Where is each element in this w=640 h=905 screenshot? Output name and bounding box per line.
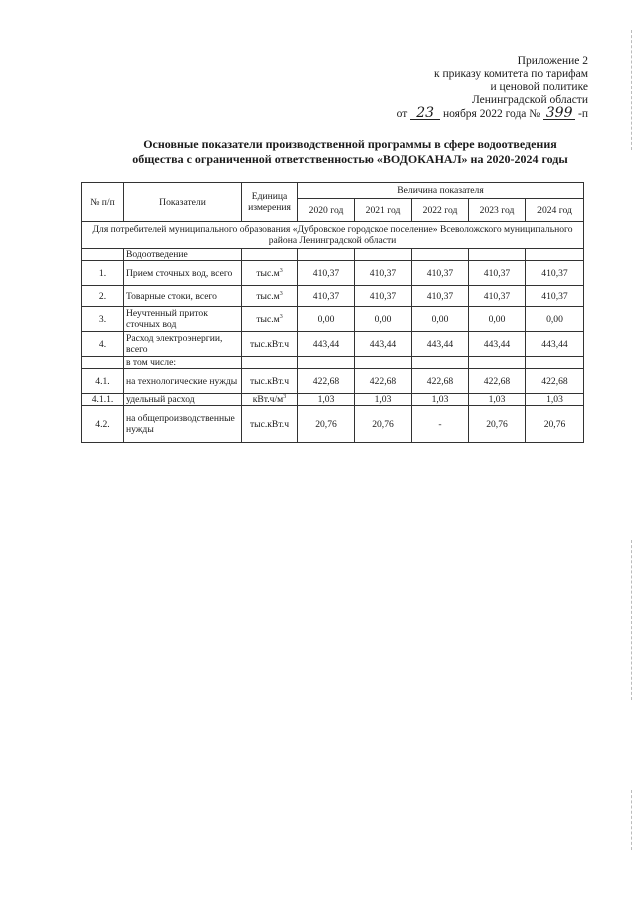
- row-name: Расход электроэнергии, всего: [124, 332, 242, 357]
- row-value: 0,00: [526, 307, 584, 332]
- header-year: 2024 год: [526, 199, 584, 222]
- row-num: 2.: [82, 286, 124, 307]
- region-cell: Для потребителей муниципального образования «Дубровское городское поселение» Всеволожского муниципального района Ленинградской области: [82, 222, 584, 249]
- header-value-group: Величина показателя: [298, 183, 584, 199]
- row-num: 3.: [82, 307, 124, 332]
- row-value: 422,68: [469, 369, 526, 394]
- header-num: № п/п: [82, 183, 124, 222]
- row-value: 410,37: [469, 261, 526, 286]
- row-unit: тыс.кВт.ч: [242, 332, 298, 357]
- row-value: 422,68: [526, 369, 584, 394]
- row-value: 422,68: [355, 369, 412, 394]
- row-unit: $кВт.ч/м^3$: [242, 394, 298, 406]
- row-name: Прием сточных вод, всего: [124, 261, 242, 286]
- row-value: 1,03: [412, 394, 469, 406]
- appendix-block: [328, 55, 588, 121]
- row-unit: $тыс.м^3$: [242, 286, 298, 307]
- row-unit: $тыс.м^3$: [242, 307, 298, 332]
- document-title: [80, 137, 620, 167]
- table-row: [82, 307, 584, 332]
- row-value: 0,00: [298, 307, 355, 332]
- row-name: Товарные стоки, всего: [124, 286, 242, 307]
- handwritten-number: 399: [543, 107, 575, 120]
- appendix-line-3: и ценовой политике: [490, 81, 588, 93]
- row-value: 20,76: [526, 406, 584, 443]
- row-value: 422,68: [412, 369, 469, 394]
- header-year: 2021 год: [355, 199, 412, 222]
- row-value: 422,68: [298, 369, 355, 394]
- row-value: 410,37: [412, 286, 469, 307]
- row-value: 0,00: [412, 307, 469, 332]
- row-value: 1,03: [469, 394, 526, 406]
- scan-margin-mark: [631, 540, 634, 700]
- header-year: 2022 год: [412, 199, 469, 222]
- row-value: 410,37: [526, 286, 584, 307]
- row-value: 410,37: [412, 261, 469, 286]
- appendix-date-line: [328, 107, 588, 121]
- header-row-1: [82, 183, 584, 199]
- row-value: 0,00: [355, 307, 412, 332]
- row-value: 410,37: [298, 261, 355, 286]
- row-value: 410,37: [469, 286, 526, 307]
- row-unit: тыс.кВт.ч: [242, 406, 298, 443]
- scan-margin-mark: [631, 790, 634, 850]
- header-year: 2023 год: [469, 199, 526, 222]
- section-row-incl: [82, 357, 584, 369]
- row-value: 410,37: [298, 286, 355, 307]
- row-value: 1,03: [298, 394, 355, 406]
- row-name: на общепроизводственные нужды: [124, 406, 242, 443]
- scan-margin-mark: [631, 30, 634, 150]
- row-value: 20,76: [355, 406, 412, 443]
- table-row: [82, 286, 584, 307]
- region-row: [82, 222, 584, 249]
- row-value: -: [412, 406, 469, 443]
- production-program-table: [81, 182, 584, 443]
- row-value: 410,37: [355, 286, 412, 307]
- row-name: Неучтенный приток сточных вод: [124, 307, 242, 332]
- table-row: [82, 332, 584, 357]
- row-value: 410,37: [355, 261, 412, 286]
- row-value: 443,44: [355, 332, 412, 357]
- row-unit: $тыс.м^3$: [242, 261, 298, 286]
- row-value: 20,76: [469, 406, 526, 443]
- title-line-2: общества с ограниченной ответственностью «ВОДОКАНАЛ» на 2020-2024 годы: [132, 152, 568, 166]
- row-value: 1,03: [526, 394, 584, 406]
- title-line-1: Основные показатели производственной программы в сфере водоотведения: [143, 137, 557, 151]
- header-indicator: Показатели: [124, 183, 242, 222]
- row-num: 4.1.1.: [82, 394, 124, 406]
- appendix-line-4: Ленинградской области: [471, 94, 588, 106]
- header-year: 2020 год: [298, 199, 355, 222]
- section-row-drainage: [82, 249, 584, 261]
- row-name: удельный расход: [124, 394, 242, 406]
- number-suffix: -п: [578, 108, 588, 120]
- row-value: 20,76: [298, 406, 355, 443]
- table-row: [82, 261, 584, 286]
- section-drainage-label: Водоотведение: [124, 249, 242, 261]
- header-unit: Единица измерения: [242, 183, 298, 222]
- row-unit: тыс.кВт.ч: [242, 369, 298, 394]
- row-num: 1.: [82, 261, 124, 286]
- date-prefix: от: [396, 108, 408, 120]
- appendix-line-1: Приложение 2: [517, 55, 588, 67]
- row-value: 443,44: [412, 332, 469, 357]
- row-num: 4.1.: [82, 369, 124, 394]
- table-row: [82, 406, 584, 443]
- row-num: 4.2.: [82, 406, 124, 443]
- row-value: 443,44: [526, 332, 584, 357]
- row-value: 0,00: [469, 307, 526, 332]
- row-value: 443,44: [469, 332, 526, 357]
- section-incl-label: в том числе:: [124, 357, 242, 369]
- row-name: на технологические нужды: [124, 369, 242, 394]
- row-value: 443,44: [298, 332, 355, 357]
- row-value: 410,37: [526, 261, 584, 286]
- date-mid: ноября 2022 года №: [442, 108, 541, 120]
- row-value: 1,03: [355, 394, 412, 406]
- row-num: 4.: [82, 332, 124, 357]
- appendix-line-2: к приказу комитета по тарифам: [434, 68, 588, 80]
- handwritten-day: 23: [410, 107, 440, 120]
- table-row: [82, 369, 584, 394]
- table-row: [82, 394, 584, 406]
